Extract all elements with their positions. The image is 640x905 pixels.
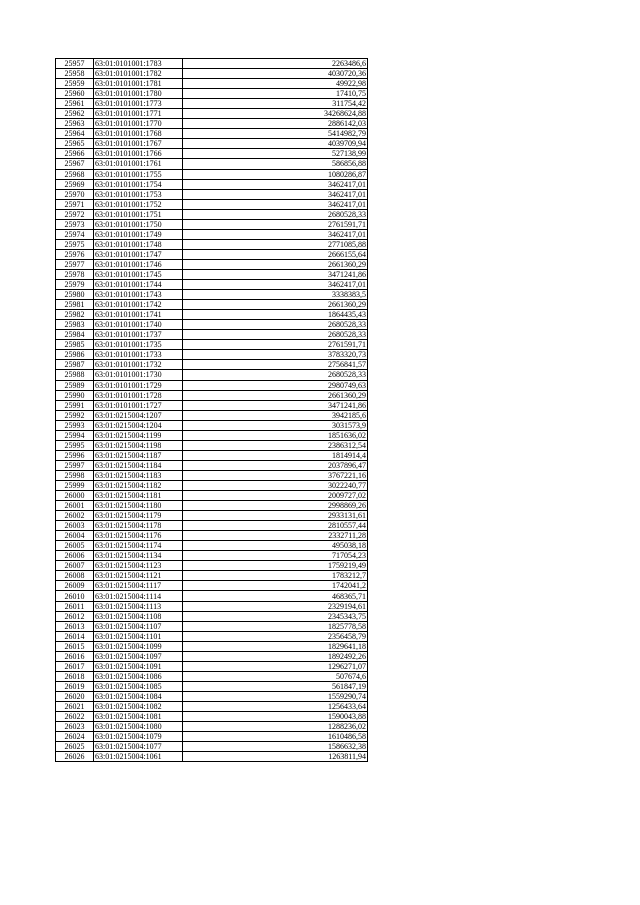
row-number-cell: 25998	[56, 470, 94, 480]
table-row	[56, 149, 368, 159]
cadastral-number-cell: 63:01:0215004:1061	[94, 752, 183, 762]
cadastral-number-cell: 63:01:0215004:1077	[94, 742, 183, 752]
cadastral-number-cell: 63:01:0101001:1780	[94, 89, 183, 99]
table-row	[56, 511, 368, 521]
row-number-cell: 26020	[56, 691, 94, 701]
row-number-cell: 26001	[56, 501, 94, 511]
row-number-cell: 25964	[56, 129, 94, 139]
row-number-cell: 26014	[56, 631, 94, 641]
table-row	[56, 129, 368, 139]
value-cell: 527138,99	[183, 149, 368, 159]
table-row	[56, 199, 368, 209]
value-cell: 3471241,86	[183, 269, 368, 279]
cadastral-number-cell: 63:01:0215004:1117	[94, 581, 183, 591]
row-number-cell: 26000	[56, 491, 94, 501]
cadastral-number-cell: 63:01:0215004:1081	[94, 712, 183, 722]
cadastral-number-cell: 63:01:0101001:1741	[94, 310, 183, 320]
value-cell: 1892492,26	[183, 651, 368, 661]
cadastral-number-cell: 63:01:0101001:1768	[94, 129, 183, 139]
row-number-cell: 26003	[56, 521, 94, 531]
row-number-cell: 26008	[56, 571, 94, 581]
row-number-cell: 25980	[56, 290, 94, 300]
cadastral-number-cell: 63:01:0215004:1079	[94, 732, 183, 742]
row-number-cell: 26021	[56, 702, 94, 712]
row-number-cell: 25976	[56, 249, 94, 259]
row-number-cell: 25961	[56, 99, 94, 109]
value-cell: 3471241,86	[183, 400, 368, 410]
value-cell: 507674,6	[183, 671, 368, 681]
row-number-cell: 25984	[56, 330, 94, 340]
value-cell: 1829641,18	[183, 641, 368, 651]
cadastral-number-cell: 63:01:0101001:1744	[94, 280, 183, 290]
table-row	[56, 430, 368, 440]
cadastral-number-cell: 63:01:0101001:1781	[94, 79, 183, 89]
value-cell: 586856,88	[183, 159, 368, 169]
table-row	[56, 691, 368, 701]
value-cell: 2680528,33	[183, 370, 368, 380]
value-cell: 2810557,44	[183, 521, 368, 531]
value-cell: 3767221,16	[183, 470, 368, 480]
table-row	[56, 491, 368, 501]
cadastral-number-cell: 63:01:0215004:1207	[94, 410, 183, 420]
cadastral-number-cell: 63:01:0101001:1755	[94, 169, 183, 179]
cadastral-number-cell: 63:01:0215004:1123	[94, 561, 183, 571]
table-row	[56, 601, 368, 611]
table-row	[56, 621, 368, 631]
cadastral-number-cell: 63:01:0101001:1746	[94, 259, 183, 269]
row-number-cell: 26022	[56, 712, 94, 722]
table-row	[56, 712, 368, 722]
row-number-cell: 25991	[56, 400, 94, 410]
cadastral-number-cell: 63:01:0101001:1749	[94, 229, 183, 239]
table-row	[56, 681, 368, 691]
cadastral-number-cell: 63:01:0215004:1097	[94, 651, 183, 661]
table-row	[56, 732, 368, 742]
cadastral-number-cell: 63:01:0215004:1174	[94, 541, 183, 551]
value-cell: 2756841,57	[183, 360, 368, 370]
cadastral-number-cell: 63:01:0215004:1082	[94, 702, 183, 712]
table-row	[56, 651, 368, 661]
cadastral-number-cell: 63:01:0215004:1080	[94, 722, 183, 732]
table-row	[56, 350, 368, 360]
value-cell: 468365,71	[183, 591, 368, 601]
value-cell: 2680528,33	[183, 209, 368, 219]
value-cell: 2666155,64	[183, 249, 368, 259]
value-cell: 1256433,64	[183, 702, 368, 712]
table-row	[56, 259, 368, 269]
table-row	[56, 209, 368, 219]
table-row	[56, 310, 368, 320]
value-cell: 2998869,26	[183, 501, 368, 511]
cadastral-number-cell: 63:01:0101001:1767	[94, 139, 183, 149]
cadastral-number-cell: 63:01:0215004:1091	[94, 661, 183, 671]
value-cell: 1559290,74	[183, 691, 368, 701]
row-number-cell: 26002	[56, 511, 94, 521]
cadastral-value-table	[55, 58, 368, 762]
table-row	[56, 280, 368, 290]
row-number-cell: 26011	[56, 601, 94, 611]
row-number-cell: 25994	[56, 430, 94, 440]
cadastral-number-cell: 63:01:0101001:1727	[94, 400, 183, 410]
table-row	[56, 571, 368, 581]
cadastral-number-cell: 63:01:0101001:1771	[94, 109, 183, 119]
value-cell: 1742041,2	[183, 581, 368, 591]
row-number-cell: 25973	[56, 219, 94, 229]
row-number-cell: 25970	[56, 189, 94, 199]
value-cell: 1825778,58	[183, 621, 368, 631]
value-cell: 3783320,73	[183, 350, 368, 360]
cadastral-number-cell: 63:01:0215004:1178	[94, 521, 183, 531]
table-row	[56, 641, 368, 651]
value-cell: 2761591,71	[183, 219, 368, 229]
table-row	[56, 531, 368, 541]
value-cell: 1851636,02	[183, 430, 368, 440]
row-number-cell: 26018	[56, 671, 94, 681]
cadastral-number-cell: 63:01:0101001:1783	[94, 59, 183, 69]
cadastral-number-cell: 63:01:0215004:1187	[94, 450, 183, 460]
value-cell: 2661360,29	[183, 390, 368, 400]
table-body	[56, 59, 368, 762]
row-number-cell: 26016	[56, 651, 94, 661]
table-row	[56, 480, 368, 490]
table-row	[56, 219, 368, 229]
cadastral-number-cell: 63:01:0101001:1782	[94, 69, 183, 79]
row-number-cell: 25996	[56, 450, 94, 460]
cadastral-number-cell: 63:01:0215004:1199	[94, 430, 183, 440]
row-number-cell: 25958	[56, 69, 94, 79]
row-number-cell: 25979	[56, 280, 94, 290]
row-number-cell: 25960	[56, 89, 94, 99]
cadastral-number-cell: 63:01:0101001:1750	[94, 219, 183, 229]
cadastral-number-cell: 63:01:0101001:1742	[94, 300, 183, 310]
value-cell: 561847,19	[183, 681, 368, 691]
value-cell: 717054,23	[183, 551, 368, 561]
value-cell: 3462417,01	[183, 280, 368, 290]
table-row	[56, 69, 368, 79]
table-row	[56, 59, 368, 69]
table-row	[56, 89, 368, 99]
value-cell: 1263811,94	[183, 752, 368, 762]
row-number-cell: 26019	[56, 681, 94, 691]
value-cell: 2037896,47	[183, 460, 368, 470]
value-cell: 1586632,38	[183, 742, 368, 752]
table-row	[56, 581, 368, 591]
value-cell: 49922,98	[183, 79, 368, 89]
value-cell: 2263486,6	[183, 59, 368, 69]
row-number-cell: 26012	[56, 611, 94, 621]
table-row	[56, 109, 368, 119]
cadastral-number-cell: 63:01:0101001:1743	[94, 290, 183, 300]
cadastral-number-cell: 63:01:0215004:1184	[94, 460, 183, 470]
cadastral-number-cell: 63:01:0101001:1728	[94, 390, 183, 400]
row-number-cell: 25977	[56, 259, 94, 269]
table-row	[56, 440, 368, 450]
cadastral-number-cell: 63:01:0215004:1084	[94, 691, 183, 701]
cadastral-number-cell: 63:01:0101001:1737	[94, 330, 183, 340]
row-number-cell: 25971	[56, 199, 94, 209]
row-number-cell: 25988	[56, 370, 94, 380]
table-row	[56, 340, 368, 350]
row-number-cell: 25992	[56, 410, 94, 420]
value-cell: 1296271,07	[183, 661, 368, 671]
cadastral-number-cell: 63:01:0215004:1183	[94, 470, 183, 480]
table-row	[56, 460, 368, 470]
value-cell: 4030720,36	[183, 69, 368, 79]
table-row	[56, 390, 368, 400]
table-row	[56, 631, 368, 641]
row-number-cell: 25962	[56, 109, 94, 119]
value-cell: 1610486,58	[183, 732, 368, 742]
row-number-cell: 25959	[56, 79, 94, 89]
table-row	[56, 541, 368, 551]
row-number-cell: 26013	[56, 621, 94, 631]
table-row	[56, 591, 368, 601]
row-number-cell: 26007	[56, 561, 94, 571]
table-row	[56, 290, 368, 300]
row-number-cell: 25999	[56, 480, 94, 490]
row-number-cell: 25995	[56, 440, 94, 450]
table-row	[56, 561, 368, 571]
cadastral-number-cell: 63:01:0101001:1729	[94, 380, 183, 390]
row-number-cell: 25993	[56, 420, 94, 430]
table-row	[56, 400, 368, 410]
row-number-cell: 25972	[56, 209, 94, 219]
row-number-cell: 25987	[56, 360, 94, 370]
table-row	[56, 661, 368, 671]
row-number-cell: 25968	[56, 169, 94, 179]
cadastral-number-cell: 63:01:0215004:1099	[94, 641, 183, 651]
value-cell: 2771085,88	[183, 239, 368, 249]
cadastral-number-cell: 63:01:0215004:1113	[94, 601, 183, 611]
cadastral-number-cell: 63:01:0101001:1752	[94, 199, 183, 209]
cadastral-number-cell: 63:01:0101001:1751	[94, 209, 183, 219]
row-number-cell: 25974	[56, 229, 94, 239]
value-cell: 3338383,5	[183, 290, 368, 300]
table-row	[56, 752, 368, 762]
value-cell: 3031573,9	[183, 420, 368, 430]
row-number-cell: 26025	[56, 742, 94, 752]
row-number-cell: 25982	[56, 310, 94, 320]
table-row	[56, 360, 368, 370]
row-number-cell: 26004	[56, 531, 94, 541]
row-number-cell: 25997	[56, 460, 94, 470]
table-row	[56, 269, 368, 279]
cadastral-number-cell: 63:01:0215004:1179	[94, 511, 183, 521]
value-cell: 2345343,75	[183, 611, 368, 621]
table-row	[56, 320, 368, 330]
row-number-cell: 25969	[56, 179, 94, 189]
row-number-cell: 26023	[56, 722, 94, 732]
value-cell: 2009727,02	[183, 491, 368, 501]
table-row	[56, 169, 368, 179]
row-number-cell: 25978	[56, 269, 94, 279]
table-row	[56, 410, 368, 420]
cadastral-number-cell: 63:01:0101001:1735	[94, 340, 183, 350]
table-row	[56, 380, 368, 390]
table-row	[56, 722, 368, 732]
value-cell: 495038,18	[183, 541, 368, 551]
value-cell: 2980749,63	[183, 380, 368, 390]
table-row	[56, 179, 368, 189]
table-row	[56, 450, 368, 460]
row-number-cell: 25966	[56, 149, 94, 159]
row-number-cell: 26017	[56, 661, 94, 671]
value-cell: 311754,42	[183, 99, 368, 109]
value-cell: 3022240,77	[183, 480, 368, 490]
cadastral-number-cell: 63:01:0101001:1730	[94, 370, 183, 380]
table-row	[56, 79, 368, 89]
table-row	[56, 551, 368, 561]
row-number-cell: 25975	[56, 239, 94, 249]
value-cell: 2356458,79	[183, 631, 368, 641]
cadastral-number-cell: 63:01:0215004:1101	[94, 631, 183, 641]
cadastral-number-cell: 63:01:0101001:1748	[94, 239, 183, 249]
table-row	[56, 330, 368, 340]
row-number-cell: 25965	[56, 139, 94, 149]
cadastral-number-cell: 63:01:0215004:1121	[94, 571, 183, 581]
value-cell: 4039709,94	[183, 139, 368, 149]
table-row	[56, 99, 368, 109]
table-row	[56, 189, 368, 199]
cadastral-number-cell: 63:01:0215004:1107	[94, 621, 183, 631]
row-number-cell: 25967	[56, 159, 94, 169]
table-row	[56, 139, 368, 149]
table-row	[56, 159, 368, 169]
cadastral-number-cell: 63:01:0101001:1733	[94, 350, 183, 360]
cadastral-number-cell: 63:01:0215004:1086	[94, 671, 183, 681]
value-cell: 17410,75	[183, 89, 368, 99]
cadastral-number-cell: 63:01:0101001:1740	[94, 320, 183, 330]
row-number-cell: 26009	[56, 581, 94, 591]
cadastral-number-cell: 63:01:0215004:1085	[94, 681, 183, 691]
cadastral-number-cell: 63:01:0215004:1181	[94, 491, 183, 501]
table-row	[56, 229, 368, 239]
cadastral-number-cell: 63:01:0101001:1773	[94, 99, 183, 109]
value-cell: 3942185,6	[183, 410, 368, 420]
table-row	[56, 521, 368, 531]
value-cell: 3462417,01	[183, 189, 368, 199]
row-number-cell: 26006	[56, 551, 94, 561]
cadastral-number-cell: 63:01:0101001:1761	[94, 159, 183, 169]
value-cell: 2386312,54	[183, 440, 368, 450]
value-cell: 1590043,88	[183, 712, 368, 722]
cadastral-number-cell: 63:01:0101001:1753	[94, 189, 183, 199]
value-cell: 2661360,29	[183, 259, 368, 269]
cadastral-number-cell: 63:01:0215004:1182	[94, 480, 183, 490]
table-row	[56, 420, 368, 430]
table-row	[56, 119, 368, 129]
row-number-cell: 25983	[56, 320, 94, 330]
value-cell: 3462417,01	[183, 229, 368, 239]
table-row	[56, 470, 368, 480]
value-cell: 2329194,61	[183, 601, 368, 611]
row-number-cell: 25985	[56, 340, 94, 350]
value-cell: 3462417,01	[183, 199, 368, 209]
table-row	[56, 249, 368, 259]
table-row	[56, 702, 368, 712]
row-number-cell: 26026	[56, 752, 94, 762]
row-number-cell: 25990	[56, 390, 94, 400]
row-number-cell: 25957	[56, 59, 94, 69]
value-cell: 2933131,61	[183, 511, 368, 521]
row-number-cell: 25986	[56, 350, 94, 360]
value-cell: 1759219,49	[183, 561, 368, 571]
cadastral-number-cell: 63:01:0215004:1134	[94, 551, 183, 561]
row-number-cell: 26010	[56, 591, 94, 601]
value-cell: 2886142,03	[183, 119, 368, 129]
value-cell: 1080286,87	[183, 169, 368, 179]
value-cell: 1783212,7	[183, 571, 368, 581]
cadastral-number-cell: 63:01:0215004:1114	[94, 591, 183, 601]
row-number-cell: 26024	[56, 732, 94, 742]
cadastral-number-cell: 63:01:0101001:1732	[94, 360, 183, 370]
cadastral-number-cell: 63:01:0215004:1204	[94, 420, 183, 430]
table-row	[56, 370, 368, 380]
cadastral-number-cell: 63:01:0215004:1180	[94, 501, 183, 511]
cadastral-number-cell: 63:01:0101001:1745	[94, 269, 183, 279]
value-cell: 5414982,79	[183, 129, 368, 139]
table-row	[56, 611, 368, 621]
value-cell: 34268624,88	[183, 109, 368, 119]
cadastral-number-cell: 63:01:0101001:1770	[94, 119, 183, 129]
value-cell: 3462417,01	[183, 179, 368, 189]
table-row	[56, 671, 368, 681]
row-number-cell: 25981	[56, 300, 94, 310]
value-cell: 2680528,33	[183, 320, 368, 330]
value-cell: 2761591,71	[183, 340, 368, 350]
table-row	[56, 239, 368, 249]
value-cell: 1864435,43	[183, 310, 368, 320]
row-number-cell: 26005	[56, 541, 94, 551]
value-cell: 1288236,02	[183, 722, 368, 732]
table-row	[56, 300, 368, 310]
table-row	[56, 742, 368, 752]
table-row	[56, 501, 368, 511]
cadastral-number-cell: 63:01:0215004:1198	[94, 440, 183, 450]
value-cell: 2661360,29	[183, 300, 368, 310]
row-number-cell: 26015	[56, 641, 94, 651]
value-cell: 2680528,33	[183, 330, 368, 340]
row-number-cell: 25963	[56, 119, 94, 129]
value-cell: 1814914,4	[183, 450, 368, 460]
cadastral-number-cell: 63:01:0215004:1108	[94, 611, 183, 621]
cadastral-number-cell: 63:01:0101001:1754	[94, 179, 183, 189]
cadastral-number-cell: 63:01:0215004:1176	[94, 531, 183, 541]
value-cell: 2332711,28	[183, 531, 368, 541]
cadastral-number-cell: 63:01:0101001:1766	[94, 149, 183, 159]
row-number-cell: 25989	[56, 380, 94, 390]
cadastral-number-cell: 63:01:0101001:1747	[94, 249, 183, 259]
